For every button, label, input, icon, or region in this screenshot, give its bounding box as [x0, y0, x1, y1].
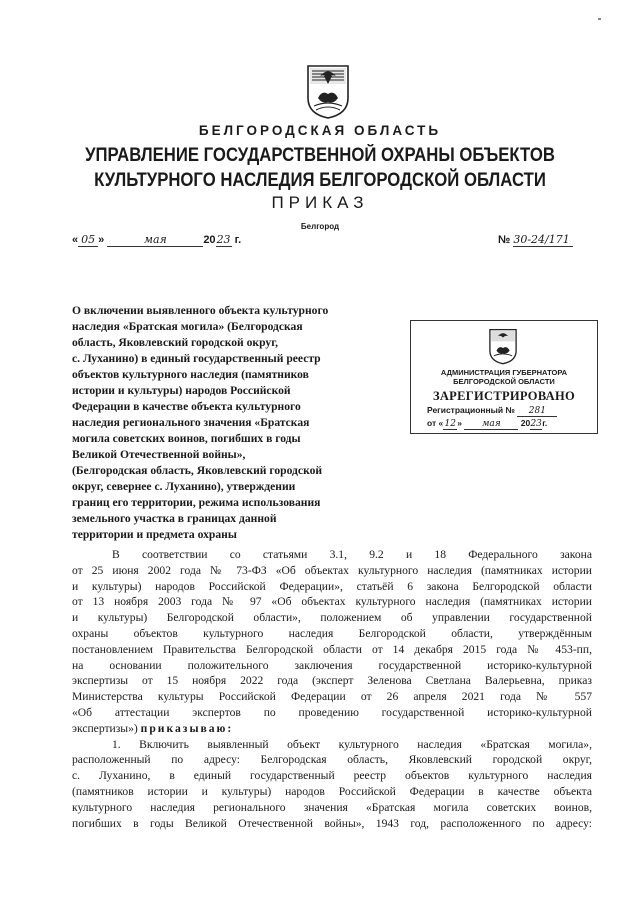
- subject-line: наследия регионального значения «Братская: [72, 416, 310, 429]
- body-line: экспертизы от 15 ноября 2022 года (эксперт Зеленова Светлана Валерьевна, приказ: [72, 674, 592, 688]
- preamble-last-line: [72, 721, 592, 737]
- stamp-org-line-1: АДМИНИСТРАЦИЯ ГУБЕРНАТОРА: [440, 368, 568, 377]
- date-day: 05: [78, 233, 98, 247]
- body-line: постановлением Правительства Белгородской области от 14 декабря 2015 года № 453-пп,: [72, 642, 592, 656]
- body-line: и культуры) Белгородской области», положением об управлении государственной: [72, 611, 592, 625]
- stamp-org-line-2: БЕЛГОРОДСКОЙ ОБЛАСТИ: [453, 377, 555, 386]
- document-type: ПРИКАЗ: [271, 193, 369, 212]
- agency-name-line-2: КУЛЬТУРНОГО НАСЛЕДИЯ БЕЛГОРОДСКОЙ ОБЛАСТИ: [94, 170, 546, 191]
- stamp-date-row: [427, 418, 547, 430]
- body-line: В соответствии со статьями 3.1, 9.2 и 18 Федерального закона: [112, 548, 592, 561]
- city-name: Белгород: [300, 222, 340, 231]
- body-line: от 13 ноября 2003 года № 97 «Об объектах культурного наследия (памятниках истории: [72, 595, 592, 609]
- subject-line: земельного участка в границах данной: [72, 512, 277, 525]
- item-1-line: культурного наследия регионального значения «Братская могила советских воинов,: [72, 800, 592, 814]
- subject-line: округ, севернее с. Луханино), утверждении: [72, 480, 296, 493]
- body-line: охраны объектов культурного наследия Белгородской области, утверждённым: [72, 626, 592, 640]
- subject-line: (Белгородская область, Яковлевский городской: [72, 464, 323, 477]
- item-1-line: с. Луханино, в единый государственный реестр объектов культурного наследия: [72, 769, 592, 783]
- item-1-line: расположенный по адресу: Белгородская область, Яковлевский городской округ,: [72, 753, 592, 767]
- subject-line: территории и предмета охраны: [72, 528, 237, 541]
- registration-stamp: [410, 320, 598, 434]
- preamble-last-prefix: экспертизы»): [72, 721, 141, 735]
- subject-line: с. Луханино) в единый государственный реестр: [72, 352, 321, 365]
- stamp-reg-number-row: [427, 405, 557, 417]
- item-1-paragraph: [72, 737, 592, 832]
- stamp-month: мая: [464, 419, 518, 430]
- date-year-unit: г.: [234, 234, 242, 246]
- body-line: «Об аттестации экспертов по проведению государственной историко-культурной: [72, 705, 592, 719]
- date-month: мая: [107, 233, 203, 247]
- scan-mark: [598, 18, 601, 20]
- subject-line: наследия «Братская могила» (Белгородская: [72, 320, 303, 333]
- order-word: приказываю:: [140, 721, 234, 735]
- agency-name-line-1: УПРАВЛЕНИЕ ГОСУДАРСТВЕННОЙ ОХРАНЫ ОБЪЕКТОВ: [85, 145, 555, 166]
- stamp-day: 12: [444, 419, 456, 429]
- order-number-value: 30-24/171: [513, 233, 573, 247]
- subject-line: Великой Отечественной войны»,: [72, 448, 246, 461]
- item-1-line: погибших в годы Великой Отечественной войны», 1943 год, расположенного по адресу:: [72, 816, 592, 830]
- stamp-year-unit: г.: [542, 418, 548, 428]
- order-body: [72, 547, 592, 831]
- stamp-registered: ЗАРЕГИСТРИРОВАНО: [432, 389, 576, 403]
- subject-line: Федерации в качестве объекта культурного: [72, 400, 301, 413]
- date-open-quote: «: [72, 234, 79, 246]
- subject-line: область, Яковлевский городской округ,: [72, 336, 279, 349]
- body-line: на основании положительного заключения государственной историко-культурной: [72, 658, 592, 672]
- item-1-line: 1. Включить выявленный объект культурного наследия «Братская могила»,: [112, 737, 592, 751]
- stamp-date-from: от «: [427, 418, 444, 428]
- stamp-reg-label: Регистрационный №: [427, 405, 515, 415]
- subject-line: истории и культуры) народов Российской: [72, 384, 291, 397]
- body-line: от 25 июня 2002 года № 73-ФЗ «Об объектах культурного наследия (памятниках истории: [72, 563, 592, 577]
- order-number-label: №: [498, 234, 511, 246]
- coat-of-arms-emblem: [306, 62, 350, 120]
- body-line: Министерства культуры Российской Федерации от 26 апреля 2021 года № 557: [72, 690, 592, 704]
- stamp-coat-of-arms-icon: [487, 327, 519, 365]
- order-date: [72, 233, 241, 247]
- subject-line: могила советских воинов, погибших в годы: [72, 432, 301, 445]
- preamble-paragraph: [72, 547, 592, 721]
- item-1-line: (памятников истории и культуры) народов Российской Федерации в качестве объекта: [72, 784, 592, 798]
- agency-name: [74, 143, 567, 193]
- body-line: и культуры) народов Российской Федерации», статьёй 6 закона Белгородской области: [72, 579, 592, 593]
- stamp-reg-number: 281: [517, 406, 557, 417]
- region-name: БЕЛГОРОДСКАЯ ОБЛАСТЬ: [198, 123, 442, 138]
- subject-line: О включении выявленного объекта культурного: [72, 304, 329, 317]
- order-subject: [72, 303, 392, 543]
- date-close-quote: »: [98, 234, 105, 246]
- stamp-year-prefix: 20: [520, 418, 531, 428]
- subject-line: объектов культурного наследия (памятников: [72, 368, 309, 381]
- subject-line: границ его территории, режима использования: [72, 496, 321, 509]
- stamp-close-quote: »: [457, 418, 462, 428]
- date-year-prefix: 20: [203, 234, 216, 246]
- order-number: [498, 233, 573, 247]
- date-year-suffix: 23: [216, 233, 231, 246]
- stamp-year-suffix: 23: [530, 419, 542, 429]
